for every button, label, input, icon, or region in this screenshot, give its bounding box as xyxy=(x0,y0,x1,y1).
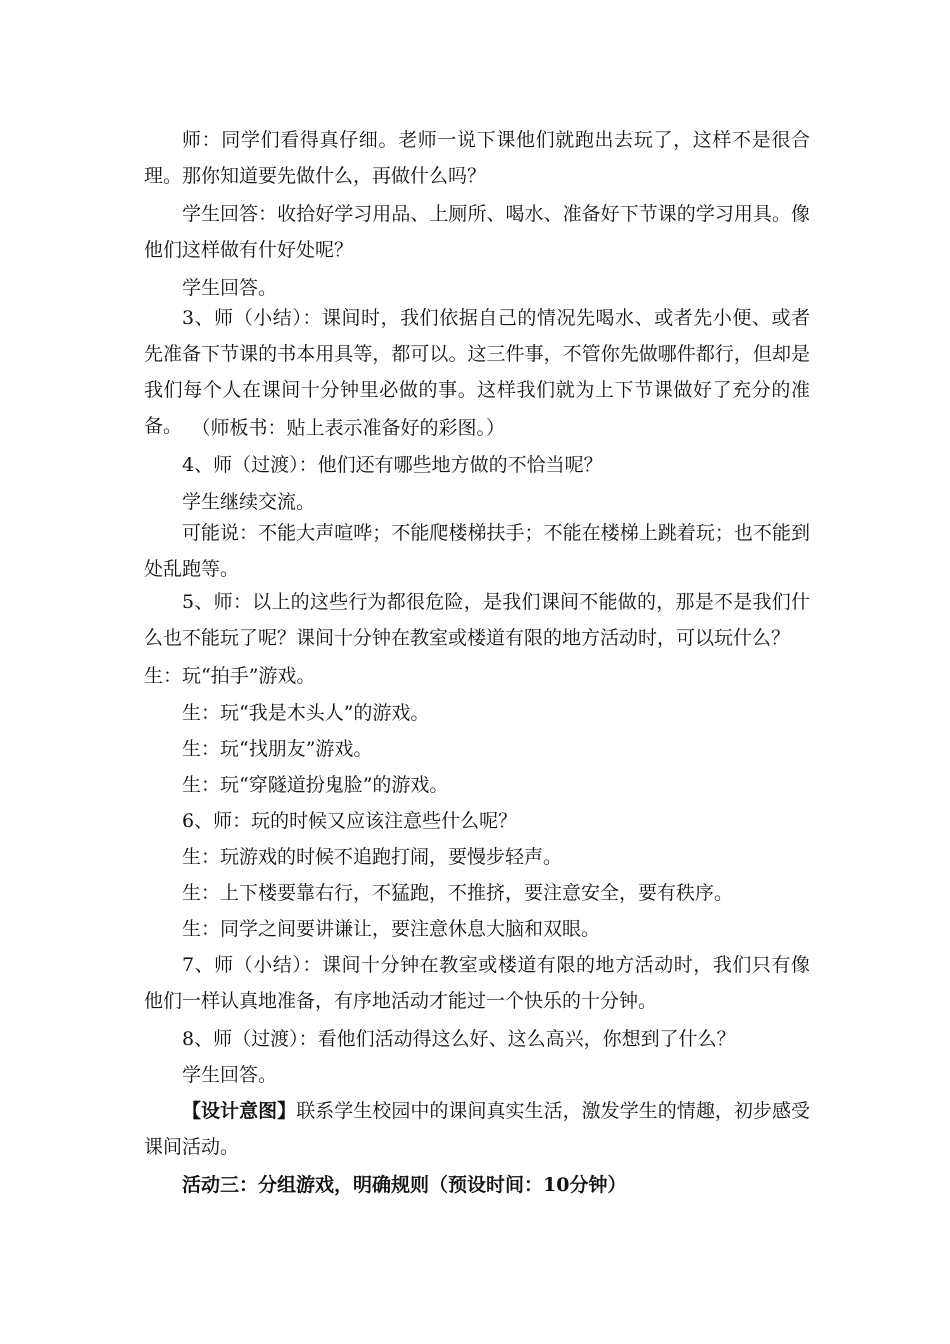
paragraph-possible-answers: 可能说：不能大声喧哗；不能爬楼梯扶手；不能在楼梯上跳着玩；也不能到处乱跑等。 xyxy=(144,522,810,580)
paragraph-design-intent xyxy=(144,1093,810,1165)
paragraph-student-rule-1: 生：玩游戏的时候不追跑打闹，要慢步轻声。 xyxy=(182,846,563,868)
paragraph-board-note: （师板书：贴上表示准备好的彩图。） xyxy=(191,417,506,439)
paragraph-teacher-transition-8: 8、师（过渡）：看他们活动得这么好、这么高兴，你想到了什么？ xyxy=(182,1028,736,1050)
paragraph-teacher-1: 师：同学们看得真仔细。老师一说下课他们就跑出去玩了，这样不是很合理。那你知道要先做什么，再做什么吗？ xyxy=(144,129,810,187)
paragraph-student-answer-1: 学生回答：收拾好学习用品、上厕所、喝水、准备好下节课的学习用具。像他们这样做有什好处呢？ xyxy=(144,203,810,261)
paragraph-student-game-4: 生：玩“穿隧道扮鬼脸”的游戏。 xyxy=(182,774,449,796)
paragraph-student-rule-2: 生：上下楼要靠右行，不猛跑，不推挤，要注意安全，要有秩序。 xyxy=(182,882,734,904)
paragraph-teacher-summary-7: 7、师（小结）：课间十分钟在教室或楼道有限的地方活动时，我们只有像他们一样认真地准备，有序地活动才能过一个快乐的十分钟。 xyxy=(144,954,810,1012)
design-intent-text: 联系学生校园中的课间真实生活，激发学生的情趣，初步感受课间活动。 xyxy=(144,1100,810,1158)
paragraph-teacher-6: 6、师：玩的时候又应该注意些什么呢？ xyxy=(182,810,518,832)
paragraph-teacher-summary-3: 3、师（小结）：课间时，我们依据自己的情况先喝水、或者先小便、或者先准备下节课的书本用具等，都可以。这三件事，不管你先做哪件都行，但却是我们每个人在课间十分钟里必做的事。这样我们就为上下节课做好了充分的准备。 xyxy=(144,307,810,437)
paragraph-student-rule-3: 生：同学之间要讲谦让，要注意休息大脑和双眼。 xyxy=(182,918,601,940)
paragraph-student-game-2: 生：玩“我是木头人”的游戏。 xyxy=(182,702,430,724)
paragraph-student-game-3: 生：玩“找朋友”游戏。 xyxy=(182,738,373,760)
design-intent-label: 【设计意图】 xyxy=(182,1100,297,1122)
paragraph-teacher-5: 5、师：以上的这些行为都很危险，是我们课间不能做的，那是不是我们什么也不能玩了呢？课间十分钟在教室或楼道有限的地方活动时，可以玩什么？ xyxy=(144,591,810,649)
paragraph-student-answer-2: 学生回答。 xyxy=(182,277,278,299)
paragraph-student-answer-3: 学生回答。 xyxy=(182,1064,278,1086)
activity-three-heading: 活动三：分组游戏，明确规则（预设时间：10分钟） xyxy=(182,1174,627,1196)
paragraph-student-game-1: 生：玩“拍手”游戏。 xyxy=(144,665,316,687)
paragraph-student-continue: 学生继续交流。 xyxy=(182,491,316,513)
paragraph-teacher-transition-4: 4、师（过渡）：他们还有哪些地方做的不恰当呢？ xyxy=(182,454,603,476)
